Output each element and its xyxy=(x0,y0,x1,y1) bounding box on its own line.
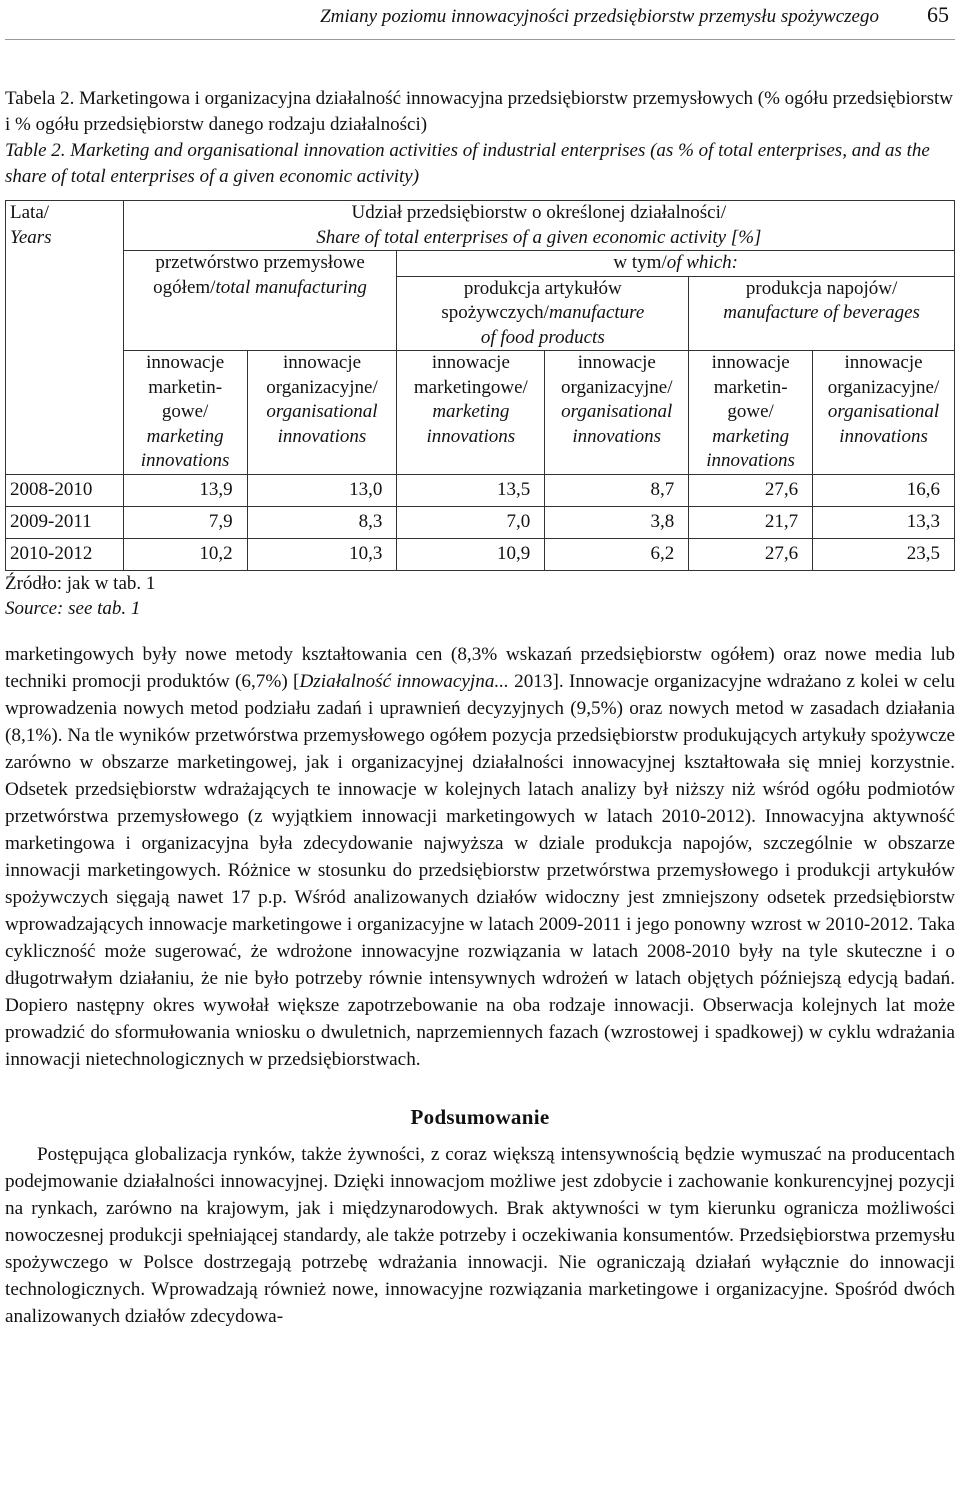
table-caption-pl: Tabela 2. Marketingowa i organizacyjna działalność innowacyjna przedsiębiorstw przemysłowych (% ogółu przedsiębiorstw i % ogółu przedsiębiorstw danego rodzaju działalności) xyxy=(5,88,954,135)
cell-value: 23,5 xyxy=(813,538,955,570)
cell-value: 13,9 xyxy=(123,474,247,506)
cell-value: 10,3 xyxy=(247,538,397,570)
table-row xyxy=(6,538,955,570)
cell-value: 27,6 xyxy=(689,474,813,506)
running-header xyxy=(5,0,955,40)
data-table xyxy=(5,200,955,571)
cell-value: 16,6 xyxy=(813,474,955,506)
cell-value: 13,0 xyxy=(247,474,397,506)
row-year: 2009-2011 xyxy=(6,506,124,538)
body-paragraph-1: marketingowych były nowe metody kształtowania cen (8,3% wskazań przedsiębiorstw ogółem) oraz nowe media lub techniki promocji produktów (6,7%) [Działalność innowacyjna... 2013]. Innowacje organizacyjne wdrażano z kolei w celu wprowadzenia nowych metod podziału zadań i uprawnień decyzyjnych (9,5%) oraz nowych metod w zasadach działania (8,1%). Na tle wyników przetwórstwa przemysłowego ogółem pozycja przedsiębiorstw produkujących artykuły spożywcze zarówno w obszarze marketingowej, jak i organizacyjnej działalności innowacyjnej kształtowała się mniej korzystnie. Odsetek przedsiębiorstw wdrażających te innowacje w kolejnych latach analizy był niższy niż wśród ogółu podmiotów przetwórstwa przemysłowego (z wyjątkiem innowacji marketingowych w latach 2010-2012). Innowacyjna aktywność marketingowa i organizacyjna była zdecydowanie najwyższa w dziale produkcja napojów, szczególnie w obszarze innowacji marketingowych. Różnice w stosunku do przedsiębiorstw przetwórstwa przemysłowego i produkcji artykułów spożywczych sięgają nawet 17 p.p. Wśród analizowanych działów widoczny jest zmniejszony odsetek przedsiębiorstw wprowadzających innowacje marketingowe i organizacyjne w latach 2009-2011 i jego ponowny wzrost w 2010-2012. Taka cykliczność może sugerować, że wdrożone innowacyjne rozwiązania w latach 2008-2010 były na tyle skuteczne i o długotrwałym działaniu, że nie było potrzeby równie intensywnych wdrożeń w latach objętych późniejszą edycją badań. Dopiero następny okres wywołał większe zapotrzebowanie na oba rodzaje innowacji. Obserwacja kolejnych lat może prowadzić do sformułowania wniosku o dwuletnich, naprzemiennych fazach (wzrostowej i spadkowej) w cyklu wdrażania innowacji nietechnologicznych w przedsiębiorstwach. xyxy=(5,643,956,1070)
cell-value: 10,9 xyxy=(397,538,545,570)
cell-value: 7,0 xyxy=(397,506,545,538)
cell-value: 8,3 xyxy=(247,506,397,538)
header-total-manufacturing: przetwórstwo przemysłowe ogółem/total manufacturing xyxy=(123,251,397,351)
header-marketing-beverages: innowacje marketin- gowe/ marketing innovations xyxy=(689,351,813,475)
header-organisational-total: innowacje organizacyjne/ organisational innovations xyxy=(247,351,397,475)
table-source-pl: Źródło: jak w tab. 1 xyxy=(5,572,156,594)
cell-value: 8,7 xyxy=(545,474,689,506)
page-number: 65 xyxy=(927,2,949,27)
cell-value: 10,2 xyxy=(123,538,247,570)
cell-value: 7,9 xyxy=(123,506,247,538)
table-header-row-1 xyxy=(6,201,955,251)
row-year: 2010-2012 xyxy=(6,538,124,570)
section-title: Podsumowanie xyxy=(410,1104,550,1129)
running-title: Zmiany poziomu innowacyjności przedsiębiorstw przemysłu spożywczego xyxy=(320,6,879,27)
table-caption-en: Table 2. Marketing and organisational innovation activities of industrial enterprises (as % of total enterprises, and as the share of total enterprises of a given economic activity) xyxy=(5,140,930,187)
header-organisational-beverages: innowacje organizacyjne/ organisational innovations xyxy=(813,351,955,475)
header-food-products: produkcja artykułów spożywczych/manufacture of food products xyxy=(397,276,689,351)
header-share: Udział przedsiębiorstw o określonej działalności/ Share of total enterprises of a given economic activity [%] xyxy=(123,201,954,251)
header-organisational-food: innowacje organizacyjne/ organisational innovations xyxy=(545,351,689,475)
table-row xyxy=(6,506,955,538)
header-beverages: produkcja napojów/ manufacture of beverages xyxy=(689,276,955,351)
citation: Działalność innowacyjna... xyxy=(299,670,509,692)
cell-value: 27,6 xyxy=(689,538,813,570)
header-years: Lata/ Years xyxy=(6,201,124,475)
cell-value: 3,8 xyxy=(545,506,689,538)
body-paragraph-2: Postępująca globalizacja rynków, także żywności, z coraz większą intensywnością będzie wymuszać na producentach podejmowanie działalności innowacyjnej. Dzięki innowacjom możliwe jest zdobycie i zachowanie konkurencyjnej pozycji na rynkach, zarówno na krajowym, jak i międzynarodowych. Brak aktywności w tym kierunku ogranicza możliwości nowoczesnej produkcji spełniającej standardy, ale także potrzeby i oczekiwania konsumentów. Przedsiębiorstwa przemysłu spożywczego w Polsce dostrzegają potrzebę wdrażania innowacji. Nie ograniczają działań wyłącznie do innowacji technologicznych. Wprowadzają również nowe, innowacyjne rozwiązania marketingowe i organizacyjne. Spośród dwóch analizowanych działów zdecydowa- xyxy=(5,1143,955,1327)
row-year: 2008-2010 xyxy=(6,474,124,506)
table-row xyxy=(6,474,955,506)
cell-value: 13,3 xyxy=(813,506,955,538)
header-of-which: w tym/of which: xyxy=(397,251,955,277)
table-header-row-4 xyxy=(6,351,955,475)
table-source-en: Source: see tab. 1 xyxy=(5,597,141,619)
header-marketing-total: innowacje marketin- gowe/ marketing innovations xyxy=(123,351,247,475)
cell-value: 13,5 xyxy=(397,474,545,506)
table-header-row-2 xyxy=(6,251,955,277)
cell-value: 21,7 xyxy=(689,506,813,538)
header-marketing-food: innowacje marketingowe/ marketing innovations xyxy=(397,351,545,475)
cell-value: 6,2 xyxy=(545,538,689,570)
